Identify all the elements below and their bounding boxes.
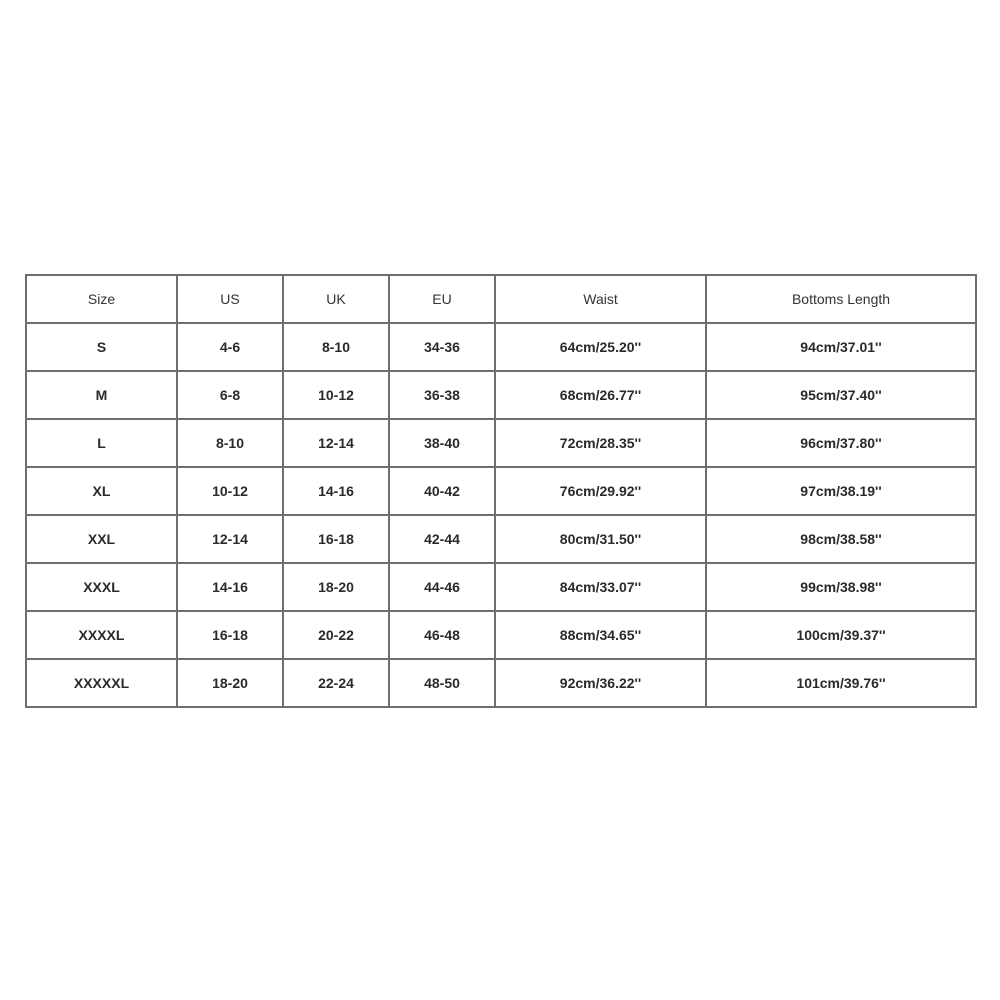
cell-size: S — [26, 323, 177, 371]
cell-eu: 38-40 — [389, 419, 495, 467]
cell-eu: 42-44 — [389, 515, 495, 563]
cell-bottoms-length: 100cm/39.37'' — [706, 611, 976, 659]
cell-waist: 68cm/26.77'' — [495, 371, 706, 419]
table-row — [26, 611, 976, 659]
cell-waist: 88cm/34.65'' — [495, 611, 706, 659]
cell-uk: 20-22 — [283, 611, 389, 659]
cell-us: 6-8 — [177, 371, 283, 419]
header-uk: UK — [283, 275, 389, 323]
table-row — [26, 659, 976, 707]
cell-uk: 10-12 — [283, 371, 389, 419]
cell-us: 12-14 — [177, 515, 283, 563]
header-us: US — [177, 275, 283, 323]
cell-bottoms-length: 98cm/38.58'' — [706, 515, 976, 563]
cell-eu: 48-50 — [389, 659, 495, 707]
cell-uk: 22-24 — [283, 659, 389, 707]
cell-us: 16-18 — [177, 611, 283, 659]
cell-waist: 92cm/36.22'' — [495, 659, 706, 707]
cell-waist: 84cm/33.07'' — [495, 563, 706, 611]
cell-uk: 18-20 — [283, 563, 389, 611]
cell-us: 4-6 — [177, 323, 283, 371]
cell-size: XXL — [26, 515, 177, 563]
cell-waist: 64cm/25.20'' — [495, 323, 706, 371]
cell-eu: 46-48 — [389, 611, 495, 659]
cell-eu: 36-38 — [389, 371, 495, 419]
cell-bottoms-length: 94cm/37.01'' — [706, 323, 976, 371]
cell-size: L — [26, 419, 177, 467]
cell-eu: 44-46 — [389, 563, 495, 611]
table-row — [26, 563, 976, 611]
cell-size: XXXXL — [26, 611, 177, 659]
header-waist: Waist — [495, 275, 706, 323]
cell-us: 14-16 — [177, 563, 283, 611]
table-row — [26, 419, 976, 467]
size-chart-body — [26, 323, 976, 707]
cell-bottoms-length: 99cm/38.98'' — [706, 563, 976, 611]
header-row — [26, 275, 976, 323]
cell-uk: 8-10 — [283, 323, 389, 371]
cell-uk: 14-16 — [283, 467, 389, 515]
cell-size: XXXL — [26, 563, 177, 611]
header-bottoms-length: Bottoms Length — [706, 275, 976, 323]
table-row — [26, 371, 976, 419]
cell-us: 10-12 — [177, 467, 283, 515]
cell-waist: 80cm/31.50'' — [495, 515, 706, 563]
cell-bottoms-length: 97cm/38.19'' — [706, 467, 976, 515]
cell-size: XXXXXL — [26, 659, 177, 707]
table-row — [26, 467, 976, 515]
cell-eu: 40-42 — [389, 467, 495, 515]
size-chart-header — [26, 275, 976, 323]
cell-size: M — [26, 371, 177, 419]
cell-size: XL — [26, 467, 177, 515]
table-row — [26, 323, 976, 371]
cell-bottoms-length: 96cm/37.80'' — [706, 419, 976, 467]
cell-us: 8-10 — [177, 419, 283, 467]
table-row — [26, 515, 976, 563]
cell-eu: 34-36 — [389, 323, 495, 371]
header-eu: EU — [389, 275, 495, 323]
cell-us: 18-20 — [177, 659, 283, 707]
cell-uk: 16-18 — [283, 515, 389, 563]
cell-uk: 12-14 — [283, 419, 389, 467]
header-size: Size — [26, 275, 177, 323]
cell-waist: 76cm/29.92'' — [495, 467, 706, 515]
cell-waist: 72cm/28.35'' — [495, 419, 706, 467]
cell-bottoms-length: 95cm/37.40'' — [706, 371, 976, 419]
cell-bottoms-length: 101cm/39.76'' — [706, 659, 976, 707]
size-chart-table — [25, 274, 977, 708]
